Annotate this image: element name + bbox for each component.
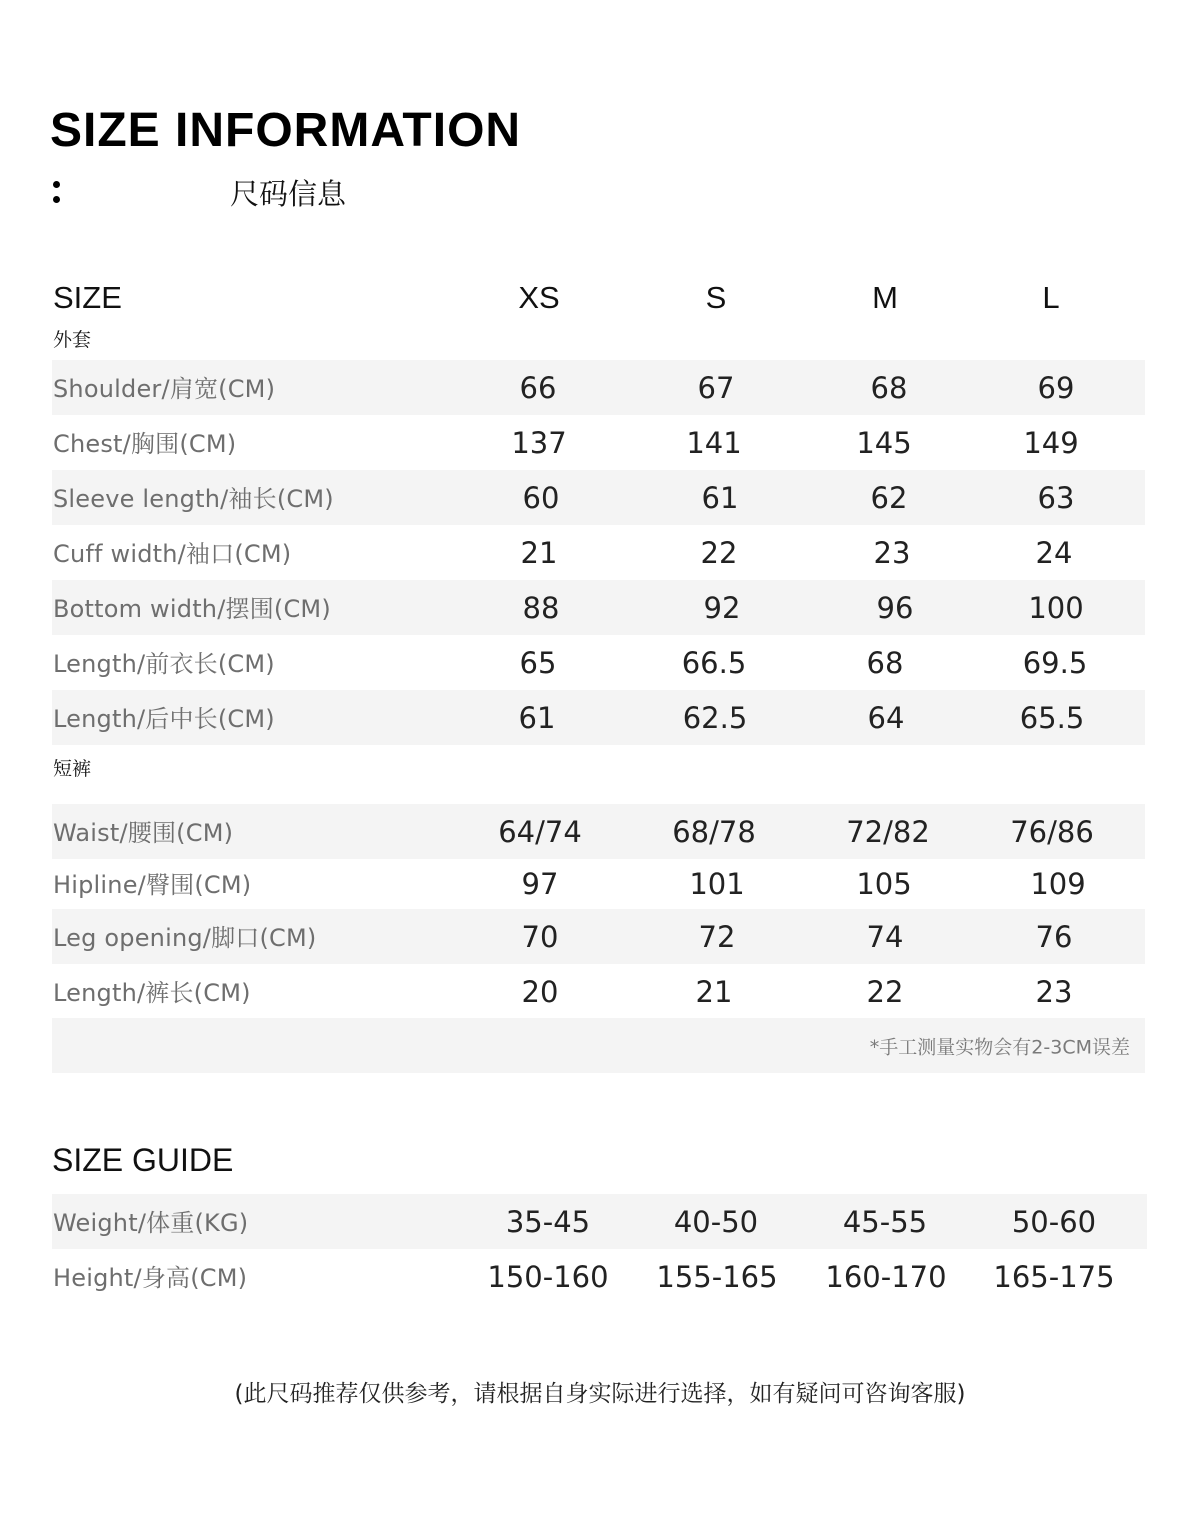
row-label: Length/前衣长(CM)	[53, 649, 275, 678]
cell-value: 72/82	[846, 814, 930, 849]
cell-value: 22	[700, 535, 738, 570]
cell-value: 68/78	[672, 814, 756, 849]
row-label: Chest/胸围(CM)	[53, 429, 237, 458]
row-label: Bottom width/摆围(CM)	[53, 594, 331, 623]
cell-value: 141	[686, 425, 742, 460]
table-row	[52, 804, 1145, 859]
cell-value: 150-160	[487, 1259, 609, 1294]
cell-value: 149	[1023, 425, 1079, 460]
table-row	[52, 470, 1145, 525]
cell-value: 22	[866, 974, 904, 1009]
cell-value: 74	[866, 919, 904, 954]
cell-value: 109	[1030, 867, 1086, 901]
row-label: Weight/体重(KG)	[53, 1208, 249, 1237]
cell-value: 64	[867, 700, 905, 735]
row-label: Length/后中长(CM)	[53, 704, 275, 733]
cell-value: 24	[1035, 535, 1073, 570]
cell-value: 165-175	[993, 1259, 1115, 1294]
cell-value: 96	[876, 590, 914, 625]
row-label: Leg opening/脚口(CM)	[53, 923, 317, 952]
size-header-s: S	[705, 280, 727, 315]
cell-value: 45-55	[842, 1204, 928, 1239]
cell-value: 62	[870, 480, 908, 515]
size-header-l: L	[1042, 280, 1060, 315]
cell-value: 63	[1037, 480, 1075, 515]
size-header-xs: XS	[518, 280, 560, 315]
cell-value: 100	[1028, 590, 1084, 625]
cell-value: 21	[520, 535, 558, 570]
table-row	[52, 580, 1145, 635]
size-guide-title: SIZE GUIDE	[52, 1142, 234, 1178]
cell-value: 97	[521, 867, 559, 901]
table-row	[52, 964, 1145, 1019]
cell-value: 66	[519, 370, 557, 405]
size-header-m: M	[872, 280, 898, 315]
cell-value: 76/86	[1010, 814, 1094, 849]
cell-value: 160-170	[825, 1259, 947, 1294]
section-label-jacket: 外套	[53, 329, 92, 351]
cell-value: 61	[518, 700, 556, 735]
cell-value: 105	[856, 867, 912, 901]
table-row	[52, 859, 1145, 909]
table-row	[52, 415, 1145, 470]
size-disclaimer: (此尺码推荐仅供参考，请根据自身实际进行选择，如有疑问可咨询客服)	[234, 1381, 966, 1407]
size-header-label: SIZE	[53, 280, 122, 315]
cell-value: 40-50	[673, 1204, 759, 1239]
cell-value: 69	[1037, 370, 1075, 405]
row-label: Waist/腰围(CM)	[53, 818, 234, 847]
cell-value: 155-165	[656, 1259, 778, 1294]
cell-value: 76	[1035, 919, 1073, 954]
cell-value: 20	[521, 974, 559, 1009]
page-subtitle: 尺码信息	[230, 177, 347, 211]
cell-value: 65.5	[1019, 700, 1085, 735]
cell-value: 65	[519, 645, 557, 680]
cell-value: 50-60	[1011, 1204, 1097, 1239]
cell-value: 23	[873, 535, 911, 570]
cell-value: 68	[870, 370, 908, 405]
table-row	[52, 635, 1145, 690]
cell-value: 92	[703, 590, 741, 625]
cell-value: 23	[1035, 974, 1073, 1009]
row-label: Sleeve length/袖长(CM)	[53, 484, 334, 513]
colon-icon	[53, 179, 61, 209]
cell-value: 35-45	[505, 1204, 591, 1239]
cell-value: 66.5	[681, 645, 747, 680]
measurement-note: *手工测量实物会有2-3CM误差	[869, 1036, 1130, 1058]
cell-value: 62.5	[682, 700, 748, 735]
cell-value: 88	[522, 590, 560, 625]
table-row	[52, 360, 1145, 415]
table-row	[52, 1194, 1147, 1249]
page-title: SIZE INFORMATION	[50, 104, 522, 157]
section-label-shorts: 短裤	[53, 758, 92, 780]
row-label: Hipline/臀围(CM)	[53, 870, 252, 899]
table-row	[52, 690, 1145, 745]
cell-value: 145	[856, 425, 912, 460]
table-row	[52, 909, 1145, 964]
cell-value: 137	[511, 425, 567, 460]
cell-value: 72	[698, 919, 736, 954]
cell-value: 61	[701, 480, 739, 515]
row-label: Shoulder/肩宽(CM)	[53, 374, 276, 403]
cell-value: 70	[521, 919, 559, 954]
size-header-row	[52, 277, 1144, 321]
row-label: Length/裤长(CM)	[53, 978, 251, 1007]
cell-value: 21	[695, 974, 733, 1009]
cell-value: 101	[689, 867, 745, 901]
cell-value: 64/74	[498, 814, 582, 849]
cell-value: 67	[697, 370, 735, 405]
row-label: Height/身高(CM)	[53, 1263, 248, 1292]
table-row	[52, 1249, 1147, 1304]
cell-value: 69.5	[1022, 645, 1088, 680]
measurement-note-row	[52, 1018, 1145, 1073]
row-label: Cuff width/袖口(CM)	[53, 539, 292, 568]
table-row	[52, 525, 1145, 580]
cell-value: 60	[522, 480, 560, 515]
cell-value: 68	[866, 645, 904, 680]
